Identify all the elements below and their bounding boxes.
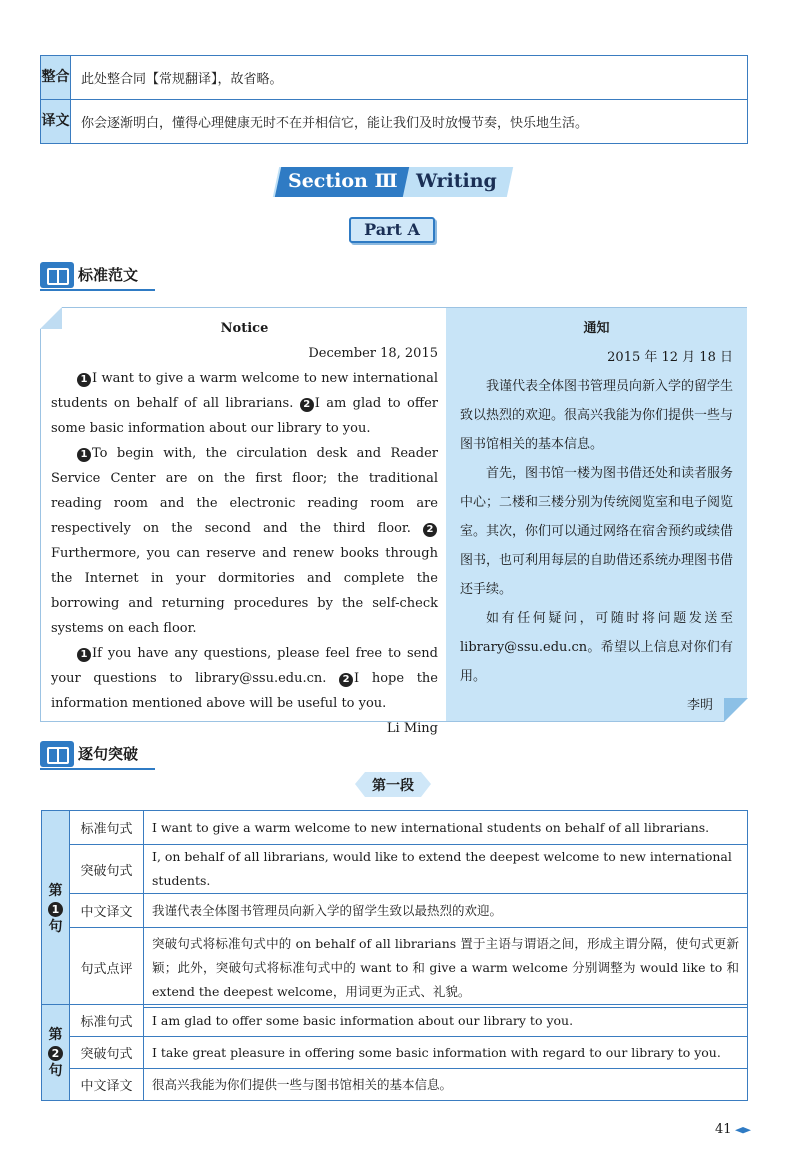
row-label: 中文译文 [70, 894, 144, 928]
essay-date-zh: 2015 年 12 月 18 日 [607, 350, 733, 365]
essay-title: Notice [220, 321, 269, 336]
table-row [41, 100, 748, 144]
essay-paragraph [51, 366, 438, 441]
sentence: Furthermore, you can reserve and renew books through the Internet in your dormitories and complete the borrowing and returning procedures by the self-check systems on each floor. [51, 546, 438, 636]
table-row [41, 56, 748, 100]
table-row [42, 1037, 748, 1069]
row-label: 突破句式 [70, 1037, 144, 1069]
table-row [42, 894, 748, 928]
book-icon [40, 262, 74, 288]
table-row [42, 1069, 748, 1101]
row-text: 此处整合同【常规翻译】，故省略。 [71, 56, 748, 100]
row-text: 我谨代表全体图书管理员向新入学的留学生致以最热烈的欢迎。 [144, 894, 748, 928]
part-label: Part A [349, 217, 435, 243]
sentence-number: 1 [77, 373, 91, 387]
row-text: 很高兴我能为你们提供一些与图书馆相关的基本信息。 [144, 1069, 748, 1101]
row-label: 标准句式 [70, 811, 144, 845]
sentence-number: 1 [77, 648, 91, 662]
heading-label: 标准范文 [78, 266, 139, 284]
sentence-number: 2 [339, 673, 353, 687]
essay-date: December 18, 2015 [308, 346, 438, 361]
sentence-side-label: 第 2 句 [42, 1005, 70, 1101]
row-text: I want to give a warm welcome to new international students on behalf of all librarians. [144, 811, 748, 845]
sentence: I am glad to offer some basic information about our library to you. [51, 396, 438, 436]
sentence: To begin with, the circulation desk and Reader Service Center are on the first floor; the traditional reading room and the electronic reading room are respectively on the second and the third floor. [51, 446, 438, 536]
row-label-integration: 整合 [41, 56, 71, 100]
sentence-table-1 [41, 810, 748, 1008]
heading-label: 逐句突破 [78, 745, 139, 763]
essay-chinese [446, 308, 747, 721]
table-row [42, 928, 748, 1008]
row-text: 你会逐渐明白，懂得心理健康无时不在并相信它，能让我们及时放慢节奏，快乐地生活。 [71, 100, 748, 144]
section-number: Section Ⅲ [288, 170, 398, 192]
sentence-table-2 [41, 1004, 748, 1101]
section-banner [276, 167, 510, 197]
row-text: I take great pleasure in offering some basic information with regard to our library to you. [144, 1037, 748, 1069]
graduation-cap-icon [735, 1127, 751, 1135]
row-label: 中文译文 [70, 1069, 144, 1101]
essay-signature: Li Ming [386, 721, 438, 736]
essay-paragraph [51, 441, 438, 641]
sentence: If you have any questions, please feel free to send your questions to library@ssu.edu.cn. [51, 646, 438, 686]
row-text: I, on behalf of all librarians, would like to extend the deepest welcome to new international students. [144, 845, 748, 894]
essay-english [51, 316, 438, 741]
page-number: 41 [715, 1122, 732, 1137]
sentence-number: 2 [300, 398, 314, 412]
row-label: 突破句式 [70, 845, 144, 894]
section-title: Writing [416, 170, 497, 192]
row-label: 标准句式 [70, 1005, 144, 1037]
sentence: I hope the information mentioned above will be useful to you. [51, 671, 438, 711]
table-row [42, 845, 748, 894]
model-essay [40, 307, 747, 736]
sentence-side-label: 第 1 句 [42, 811, 70, 1008]
sentence: I want to give a warm welcome to new international students on behalf of all librarians. [51, 371, 438, 411]
row-label-translation: 译文 [41, 100, 71, 144]
essay-signature-zh: 李明 [686, 698, 713, 713]
paragraph-tag-label: 第一段 [372, 778, 414, 794]
essay-paragraph-zh: 我谨代表全体图书管理员向新入学的留学生致以热烈的欢迎。很高兴我能为你们提供一些与图书馆相关的基本信息。 [460, 379, 734, 452]
essay-title-zh: 通知 [583, 321, 610, 336]
table-row [42, 811, 748, 845]
essay-paragraph-zh: 首先，图书馆一楼为图书借还处和读者服务中心；二楼和三楼分别为传统阅览室和电子阅览室。其次，你们可以通过网络在宿舍预约或续借图书，也可利用每层的自助借还系统办理图书借还手续。 [460, 466, 734, 597]
row-label: 句式点评 [70, 928, 144, 1008]
book-icon [40, 741, 74, 767]
row-text: I am glad to offer some basic information about our library to you. [144, 1005, 748, 1037]
row-text: 突破句式将标准句式中的 on behalf of all librarians 置于主语与谓语之间，形成主谓分隔，使句式更新颖；此外，突破句式将标准句式中的 want to 和 give a warm welcome 分别调整为 would like to 和 extend the deepest welcome，用词更为正式、礼貌。 [144, 928, 748, 1008]
table-row [42, 1005, 748, 1037]
sentence-index: 1 [48, 902, 63, 917]
essay-paragraph [51, 641, 438, 716]
essay-paragraph-zh: 如有任何疑问，可随时将问题发送至library@ssu.edu.cn。希望以上信息对你们有用。 [460, 611, 733, 684]
sentence-number: 1 [77, 448, 91, 462]
sentence-number: 2 [423, 523, 437, 537]
translation-table [40, 55, 748, 144]
paragraph-tag [355, 772, 431, 797]
sentence-index: 2 [48, 1046, 63, 1061]
